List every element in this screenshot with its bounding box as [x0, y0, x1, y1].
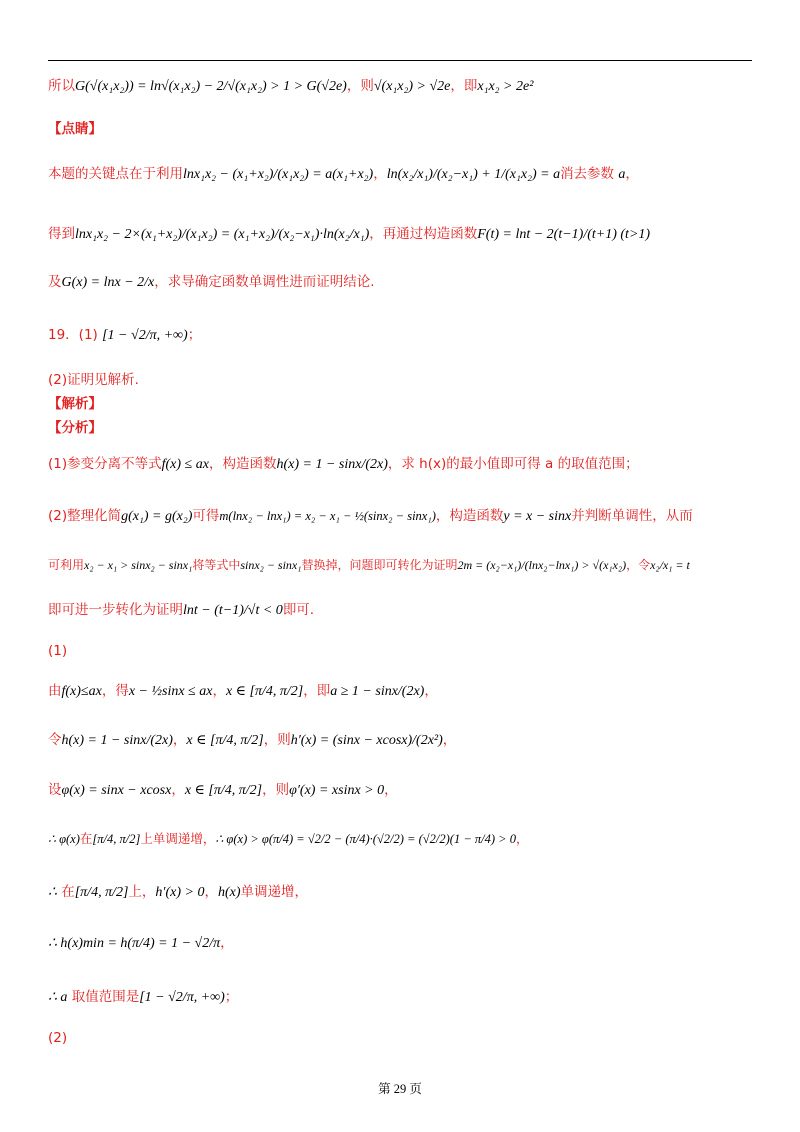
text-line: 及G(x) = lnx − 2/x，求导确定函数单调性进而证明结论.	[48, 274, 375, 290]
page-number: 第 29 页	[378, 1082, 422, 1096]
text-line: 本题的关键点在于利用lnx₁x₂ − (x₁+x₂)/(x₁x₂) = a(x₁+x₂)，ln(x₂/x₁)/(x₂−x₁) + 1/(x₁x₂) = a消去参数 a，	[48, 166, 639, 182]
text-line: ∴ φ(x)在[π/4, π/2]上单调递增，∴ φ(x) > φ(π/4) = √2/2 − (π/4)·(√2/2) = (√2/2)(1 − π/4) > 0，	[48, 831, 529, 846]
answer-line: 19．(1) [1 − √2/π, +∞)；	[48, 327, 202, 343]
section-heading: 【分析】	[48, 420, 102, 436]
header-rule	[48, 60, 752, 61]
text-line: 得到lnx₁x₂ − 2×(x₁+x₂)/(x₁x₂) = (x₁+x₂)/(x₂−x₁)·ln(x₂/x₁)，再通过构造函数F(t) = lnt − 2(t−1)/(t+1) (t>1)	[48, 226, 651, 242]
text-line: 所以G(√(x₁x₂)) = ln√(x₁x₂) − 2/√(x₁x₂) > 1 > G(√2e)，则√(x₁x₂) > √2e，即x₁x₂ > 2e²	[48, 78, 534, 94]
text-line: ∴ h(x)min = h(π/4) = 1 − √2/π，	[48, 935, 234, 951]
text-line: ∴ a 取值范围是[1 − √2/π, +∞)；	[48, 989, 239, 1005]
section-heading: 【点睛】	[48, 121, 102, 137]
text-line: (1)参变分离不等式f(x) ≤ ax，构造函数h(x) = 1 − sinx/(2x)，求 h(x)的最小值即可得 a 的取值范围；	[48, 456, 639, 472]
text-line: 可利用x₂ − x₁ > sinx₂ − sinx₁将等式中sinx₂ − sinx₁替换掉，问题即可转化为证明2m = (x₂−x₁)/(lnx₂−lnx₁) > √(x₁x₂)，令x₂/x₁ = t	[48, 558, 690, 572]
text-line: 令h(x) = 1 − sinx/(2x)，x ∈ [π/4, π/2]，则h′(x) = (sinx − xcosx)/(2x²)，	[48, 732, 457, 748]
text-line: ∴ 在[π/4, π/2]上，h′(x) > 0，h(x)单调递增，	[48, 884, 309, 900]
text-line: (2)整理化简g(x₁) = g(x₂)可得m(lnx₂ − lnx₁) = x₂ − x₁ − ½(sinx₂ − sinx₁)，构造函数y = x − sinx并判断单调性，从而	[48, 508, 693, 524]
section-heading: 【解析】	[48, 396, 102, 412]
text-line: 即可进一步转化为证明lnt − (t−1)/√t < 0即可.	[48, 602, 315, 618]
text-line: (1)	[48, 643, 68, 659]
text-line: (2)	[48, 1030, 68, 1046]
text-line: 由f(x)≤ax，得x − ½sinx ≤ ax，x ∈ [π/4, π/2]，即a ≥ 1 − sinx/(2x)，	[48, 683, 438, 699]
text-line: 设φ(x) = sinx − xcosx，x ∈ [π/4, π/2]，则φ′(x) = xsinx > 0，	[48, 782, 398, 798]
text-line: (2)证明见解析.	[48, 372, 139, 388]
